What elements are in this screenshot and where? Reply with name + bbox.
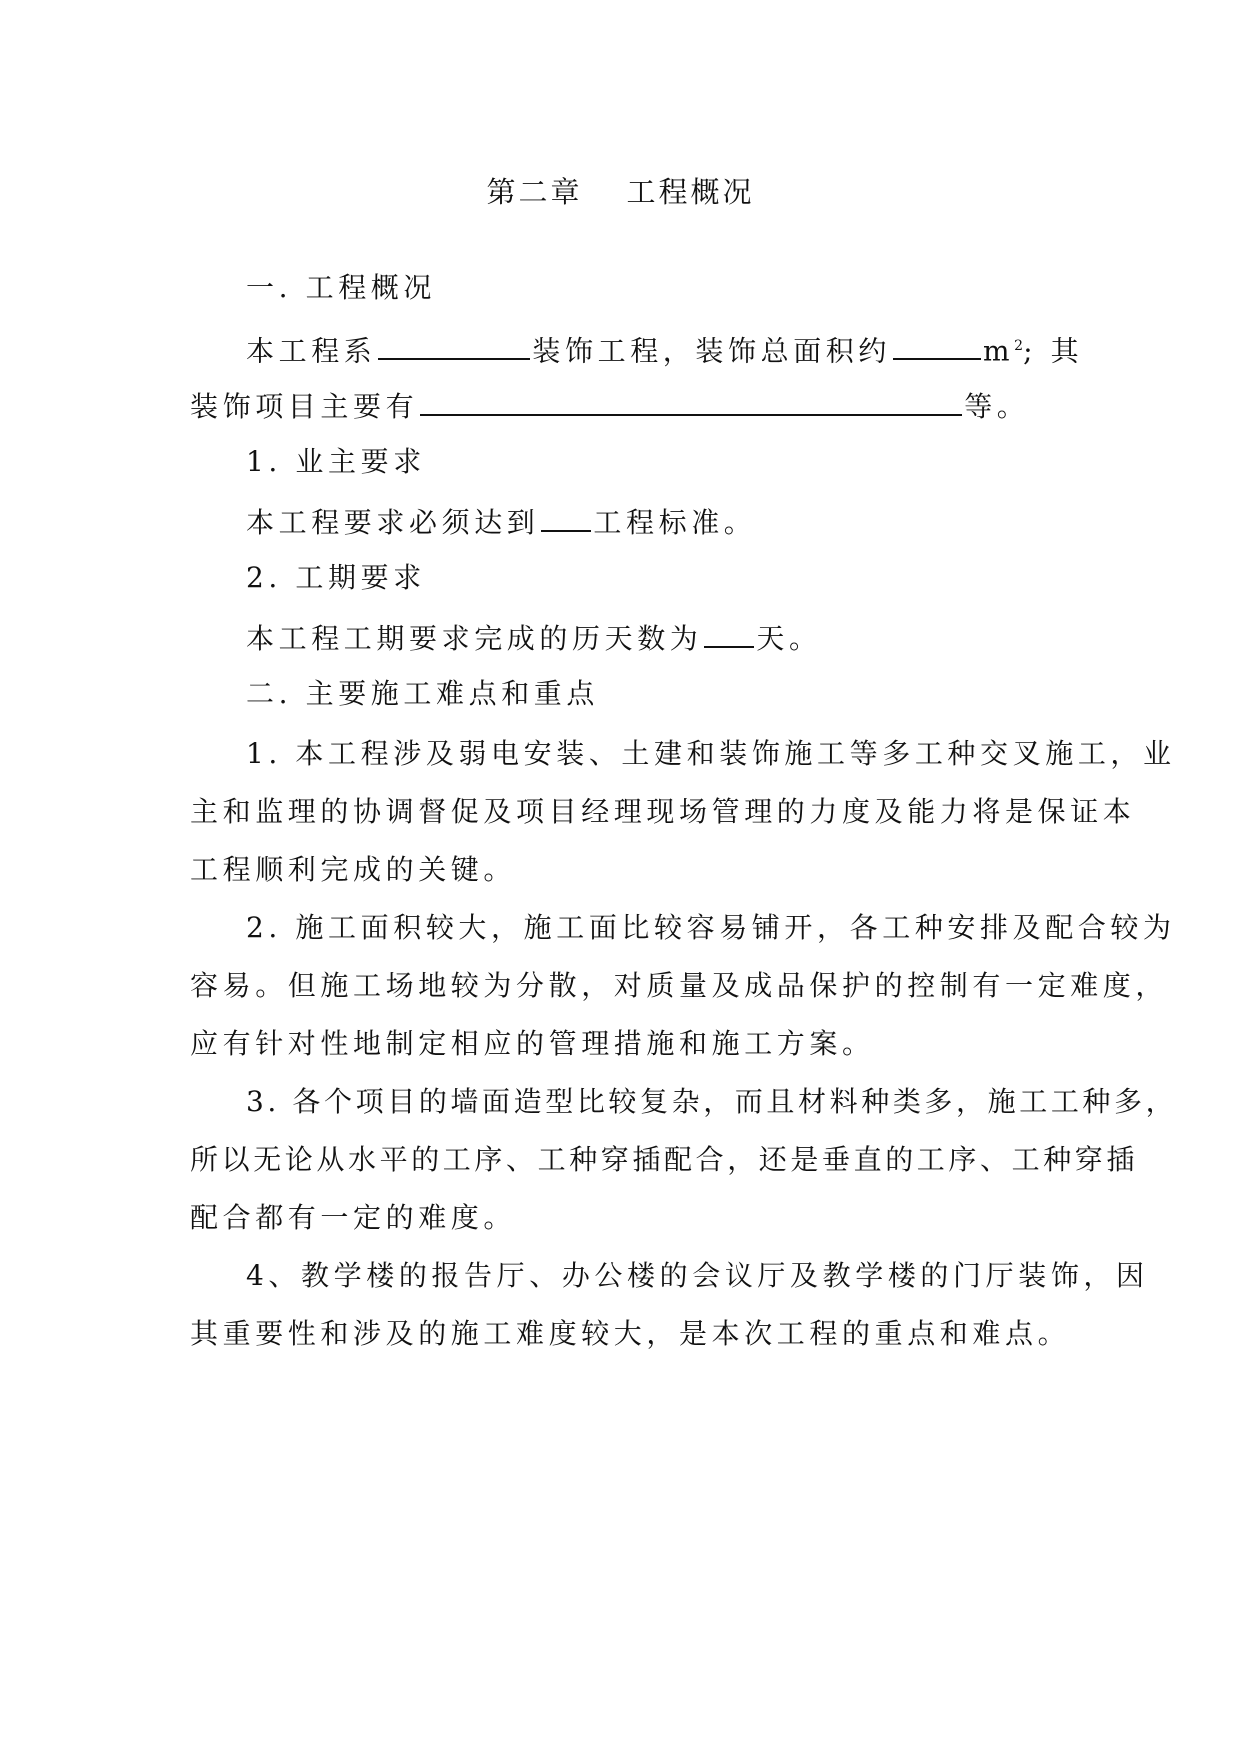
section1-heading: 一. 工程概况 bbox=[246, 271, 437, 304]
item1-line3: 工程顺利完成的关键。 bbox=[190, 853, 517, 886]
item3-line1: 3. 各个项目的墙面造型比较复杂，而且材料种类多，施工工种多， bbox=[246, 1085, 1178, 1118]
sub1-text: 本工程要求必须达到 工程标准。 bbox=[246, 500, 756, 543]
project-name-blank[interactable] bbox=[378, 328, 530, 360]
chapter-name: 工程概况 bbox=[626, 175, 755, 209]
item2-line2: 容易。但施工场地较为分散，对质量及成品保护的控制有一定难度， bbox=[190, 969, 1169, 1002]
item2-line1: 2. 施工面积较大，施工面比较容易铺开，各工种安排及配合较为 bbox=[246, 911, 1176, 944]
item3-line3: 配合都有一定的难度。 bbox=[190, 1201, 517, 1234]
item1-line1: 1. 本工程涉及弱电安装、土建和装饰施工等多工种交叉施工，业 bbox=[246, 737, 1176, 770]
section1-intro-line2: 装饰项目主要有 等。 bbox=[190, 384, 1029, 427]
quality-standard-blank[interactable] bbox=[541, 500, 591, 532]
item2-line3: 应有针对性地制定相应的管理措施和施工方案。 bbox=[190, 1027, 875, 1060]
section1-intro-line1: 本工程系 装饰工程，装饰总面积约 $m^2$; 其 bbox=[246, 326, 1083, 371]
decoration-items-blank[interactable] bbox=[420, 384, 962, 416]
sub2-text: 本工程工期要求完成的历天数为 天。 bbox=[246, 616, 822, 659]
chapter-title bbox=[0, 172, 1241, 212]
section2-heading: 二. 主要施工难点和重点 bbox=[246, 677, 600, 710]
item4-line1: 4、教学楼的报告厅、办公楼的会议厅及教学楼的门厅装饰，因 bbox=[246, 1259, 1149, 1292]
duration-days-blank[interactable] bbox=[704, 616, 754, 648]
item3-line2: 所以无论从水平的工序、工种穿插配合，还是垂直的工序、工种穿插 bbox=[190, 1143, 1139, 1176]
item4-line2: 其重要性和涉及的施工难度较大，是本次工程的重点和难点。 bbox=[190, 1317, 1071, 1350]
item1-line2: 主和监理的协调督促及项目经理现场管理的力度及能力将是保证本 bbox=[190, 795, 1136, 828]
area-blank[interactable] bbox=[893, 328, 981, 360]
sub2-heading: 2. 工期要求 bbox=[246, 561, 426, 594]
sub1-heading: 1. 业主要求 bbox=[246, 445, 426, 478]
chapter-number: 第二章 bbox=[486, 175, 583, 209]
